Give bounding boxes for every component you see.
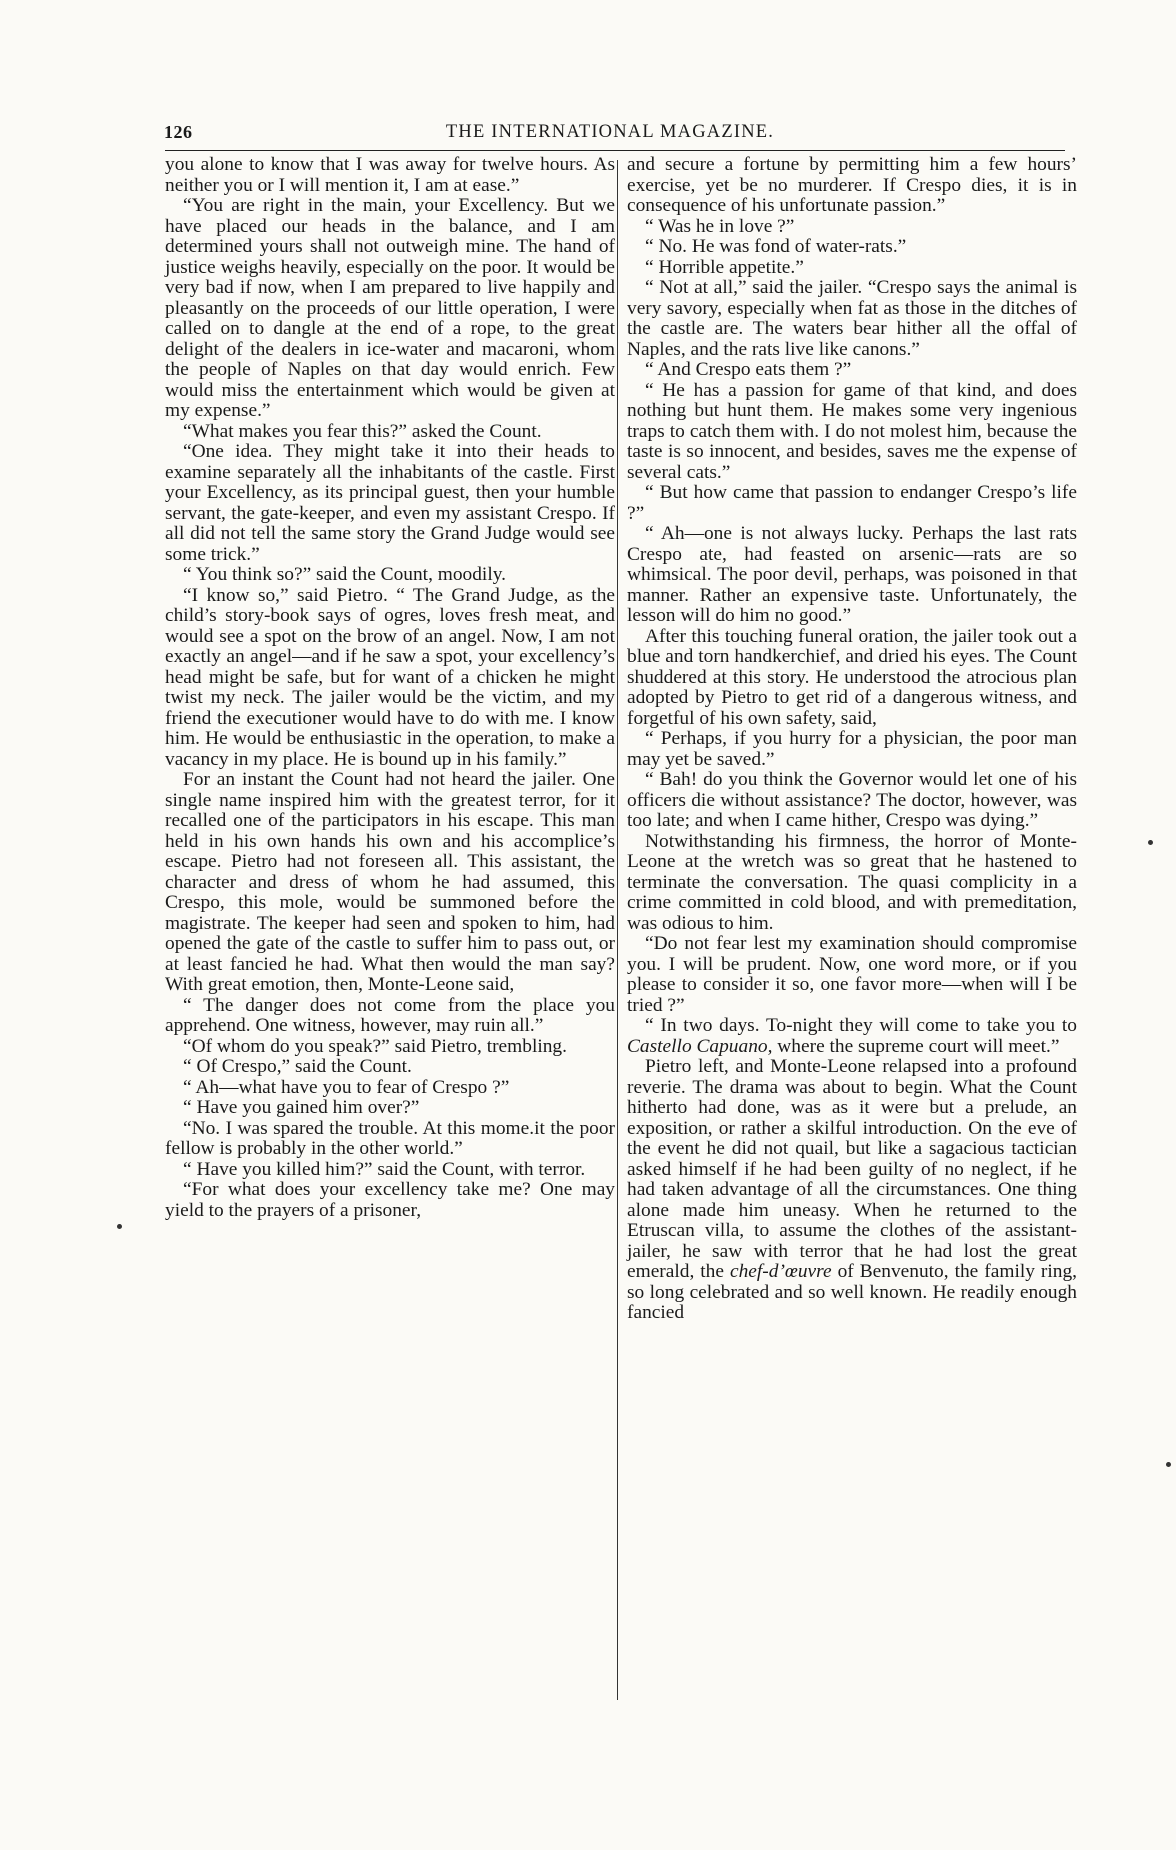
paragraph: “You are right in the main, your Excellency. But we have placed our heads in the balance, and I am determined yours shall not outweigh mine. The hand of justice weighs heavily, especially on the poor. It would be very bad if now, when I am prepared to live happily and pleasantly on the proceeds of our little operation, I were called on to dangle at the end of a rope, to the great delight of the dealers in ice-water and macaroni, whom the people of Naples on that day would enrich. Few would miss the entertainment which would be given at my expense.”	[165, 195, 615, 421]
paragraph: “I know so,” said Pietro. “ The Grand Judge, as the child’s story-book says of ogres, loves fresh meat, and would see a spot on the brow of an angel. Now, I am not exactly an angel—and if he saw a spot, your excellency’s head might be safe, but for want of a chicken he might twist my neck. The jailer would be the victim, and my friend the executioner would have to do with me. I know him. He would be enthusiastic in the operation, to make a vacancy in my place. He is bound up in his family.”	[165, 584, 615, 770]
paragraph	[627, 1057, 1077, 1324]
right-column	[627, 155, 1077, 1324]
page-number: 126	[164, 122, 193, 142]
paragraph: “ Perhaps, if you hurry for a physician, the poor man may yet be saved.”	[627, 728, 1077, 770]
page-header	[155, 122, 1065, 152]
paragraph: you alone to know that I was away for twelve hours. As neither you or I will mention it, I am at ease.”	[165, 154, 615, 196]
running-title: THE INTERNATIONAL MAGAZINE.	[445, 122, 775, 142]
stray-mark	[1166, 1462, 1171, 1467]
paragraph: and secure a fortune by permitting him a few hours’ exercise, yet be no murderer. If Crespo dies, it is in consequence of his unfortunate passion.”	[627, 154, 1077, 216]
paragraph: “ And Crespo eats them ?”	[645, 359, 852, 380]
paragraph: “ Not at all,” said the jailer. “Crespo says the animal is very savory, especially when fat as those in the ditches of the castle are. The waters bear hither all the offal of Naples, and the rats live like canons.”	[627, 277, 1077, 360]
text-run: “ In two days. To-night they will come to take you to	[645, 1015, 1077, 1036]
paragraph: “ Horrible appetite.”	[645, 256, 804, 278]
paragraph: “ Of Crespo,” said the Count.	[183, 1056, 412, 1077]
left-column	[165, 155, 615, 1221]
stray-mark	[117, 1224, 122, 1229]
italic-text: Castello Capuano,	[627, 1035, 773, 1057]
paragraph: “No. I was spared the trouble. At this mome.it the poor fellow is probably in the other world.”	[165, 1117, 615, 1159]
paragraph: “ Was he in love ?”	[645, 215, 795, 237]
paragraph: Notwithstanding his firmness, the horror of Monte-Leone at the wretch was so great that he hastened to terminate the conversation. The quasi complicity in a crime committed in cold blood, and with premeditation, was odious to him.	[627, 830, 1077, 934]
italic-text: chef-d’œuvre	[730, 1261, 832, 1282]
paragraph: “ But how came that passion to endanger Crespo’s life ?”	[627, 482, 1077, 524]
paragraph: “Do not fear lest my examination should compromise you. I will be prudent. Now, one word more, or if you please to consider it so, one favor more—when will I be tried ?”	[627, 933, 1077, 1016]
text-run: where the supreme court will meet.”	[772, 1035, 1060, 1057]
paragraph: After this touching funeral oration, the jailer took out a blue and torn handkerchief, and dried his eyes. The Count shuddered at this story. He understood the atrocious plan adopted by Pietro to get rid of a dangerous witness, and forgetful of his own safety, said,	[627, 625, 1077, 729]
paragraph: “What makes you fear this?” asked the Count.	[183, 420, 542, 442]
paragraph: “ Have you killed him?” said the Count, with terror.	[183, 1158, 586, 1180]
paragraph: “One idea. They might take it into their heads to examine separately all the inhabitants of the castle. First your Excellency, as its principal guest, then your humble servant, the gate-keeper, and even my assistant Crespo. If all did not tell the same story the Grand Judge would see some trick.”	[165, 441, 615, 565]
paragraph: “ Have you gained him over?”	[183, 1097, 420, 1118]
text-run: of Benvenuto, the family ring, so long celebrated and so well known. He readily enough fancied	[627, 1261, 1077, 1323]
text-run: Pietro left, and Monte-Leone relapsed into a profound reverie. The drama was about to begin. What the Count hitherto had done, was as it were but a prelude, an exposition, or rather a skilful introduction. On the eve of the event he did not quail, but like a sagacious tactician asked himself if he had been guilty of no neglect, if he had taken advantage of all the circumstances. One thing alone made him uneasy. When he returned to the Etruscan villa, to assume the clothes of the assistant-jailer, he saw with terror that he had lost the great emerald, the	[627, 1056, 1077, 1282]
paragraph: “Of whom do you speak?” said Pietro, trembling.	[183, 1035, 567, 1057]
paragraph: “For what does your excellency take me? One may yield to the prayers of a prisoner,	[165, 1179, 615, 1221]
column-divider	[617, 160, 618, 1700]
paragraph: “ He has a passion for game of that kind, and does nothing but hunt them. He makes some very ingenious traps to catch them with. I do not molest him, because the taste is so innocent, and besides, saves me the expense of several cats.”	[627, 379, 1077, 483]
paragraph	[627, 1016, 1077, 1057]
paragraph: “ The danger does not come from the place you apprehend. One witness, however, may ruin all.”	[165, 994, 615, 1036]
paragraph: “ Ah—what have you to fear of Crespo ?”	[183, 1076, 510, 1098]
paragraph: “ No. He was fond of water-rats.”	[645, 236, 907, 257]
paragraph: For an instant the Count had not heard the jailer. One single name inspired him with the greatest terror, for it recalled one of the participators in his escape. This man held in his own hands his own and his accomplice’s escape. Pietro had not foreseen all. This assistant, the character and dress of whom he had assumed, this Crespo, this mole, would be summoned before the magistrate. The keeper had seen and spoken to him, had opened the gate of the castle to suffer him to pass out, or at least fancied he had. What then would the man say? With great emotion, then, Monte-Leone said,	[165, 769, 615, 995]
paragraph: “ You think so?” said the Count, moodily.	[183, 564, 506, 585]
stray-mark	[1148, 840, 1153, 845]
paragraph: “ Bah! do you think the Governor would let one of his officers die without assistance? The doctor, however, was too late; and when I came hither, Crespo was dying.”	[627, 769, 1077, 831]
paragraph: “ Ah—one is not always lucky. Perhaps the last rats Crespo ate, had feasted on arsenic—rats are so whimsical. The poor devil, perhaps, was poisoned in that manner. Rather an expensive taste. Unfortunately, the lesson will do him no good.”	[627, 523, 1077, 626]
header-rule	[165, 150, 1065, 151]
